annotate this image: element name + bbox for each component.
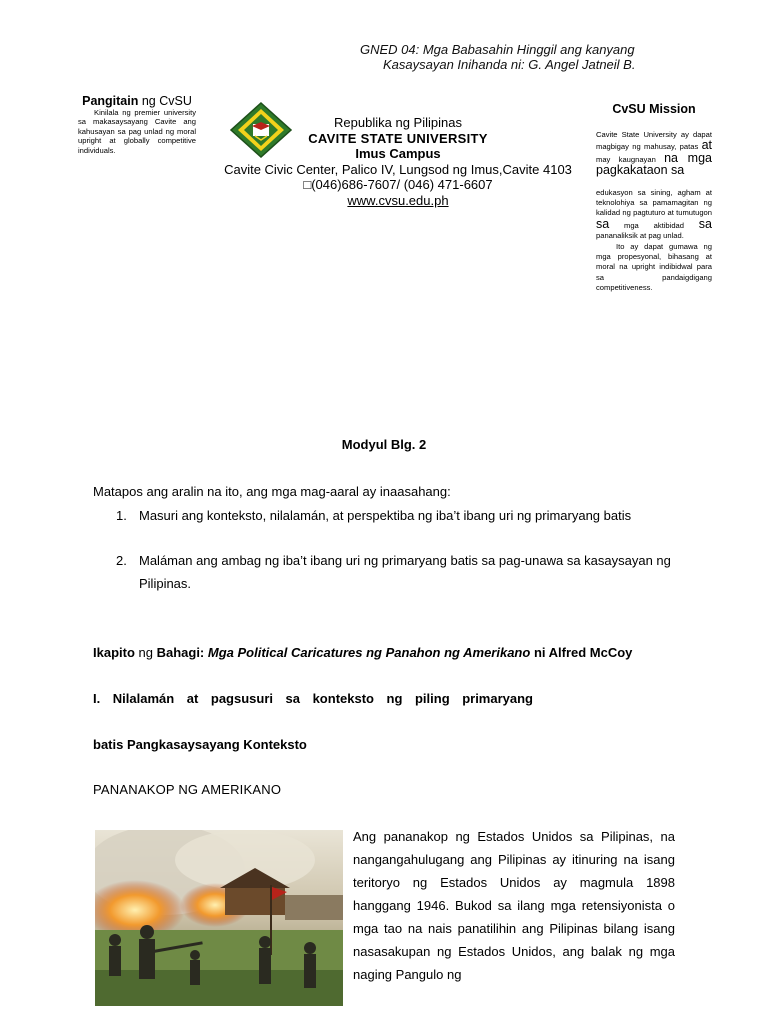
course-header-line2: Kasaysayan Inihanda ni: G. Angel Jatneil B. xyxy=(383,57,636,72)
objective-number: 1. xyxy=(116,508,127,523)
mission-p2-big-b: sa xyxy=(698,216,712,231)
mission-title: CvSU Mission xyxy=(612,102,696,116)
mission-p2-text-a: edukasyon sa sining, agham at teknolohiya sa pamamagitan ng kalidad ng pagtuturo at tumutugon xyxy=(596,187,712,218)
mission-paragraph-3: Ito ay dapat gumawa ng mga propesyonal, bihasang at moral na upright indibidwal para sa pandaigdigang competitiveness. xyxy=(596,241,712,293)
vision-title-bold: Pangitain xyxy=(82,94,139,108)
campus-name: Imus Campus xyxy=(355,146,441,161)
university-header xyxy=(218,115,578,208)
objective-item-1 xyxy=(116,504,686,527)
course-header xyxy=(360,42,670,72)
section-title xyxy=(93,645,632,660)
heading-historical-context: batis Pangkasaysayang Konteksto xyxy=(93,737,307,752)
mission-paragraph-2 xyxy=(596,188,712,242)
objectives-intro: Matapos ang aralin na ito, ang mga mag-aaral ay inaasahang: xyxy=(93,484,451,499)
vision-title xyxy=(78,95,196,108)
mission-p1-text-a: Cavite State University ay dapat magbigay ng mahusay, patas xyxy=(596,130,712,152)
module-title: Modyul Blg. 2 xyxy=(341,437,427,452)
objective-number: 2. xyxy=(116,553,127,568)
section-topic: Mga Political Caricatures ng Panahon ng Amerikano xyxy=(207,645,531,660)
mission-p1-big-b: na mga pagkakataon sa xyxy=(596,150,712,178)
mission-p1-big-a: at xyxy=(701,138,712,153)
vision-text: Kinilala ng premier university sa makasaysayang Cavite ang kahusayan sa pag unlad ng moral upright at globally competitive individuals. xyxy=(78,108,196,155)
republic-line: Republika ng Pilipinas xyxy=(334,115,462,130)
heading-content-analysis: I. Nilalamán at pagsusuri sa konteksto ng piling primaryang xyxy=(93,691,533,706)
war-scene-image xyxy=(95,830,343,1006)
section-part-number: Ikapito xyxy=(93,645,135,660)
objective-text: Masuri ang konteksto, nilalamán, at perspektiba ng iba’t ibang uri ng primaryang batis xyxy=(139,508,632,523)
mission-p1-text-b: may kaugnayan xyxy=(596,154,665,164)
university-phone: □(046)686-7607/ (046) 471-6607 xyxy=(303,177,493,192)
university-address: Cavite Civic Center, Palico IV, Lungsod ng Imus,Cavite 4103 xyxy=(224,161,572,177)
university-website-link[interactable]: www.cvsu.edu.ph xyxy=(347,192,449,208)
body-paragraph: Ang pananakop ng Estados Unidos sa Pilipinas, na nangangahulugang ang Pilipinas ay itinuring na isang teritoryo ng Estados Unidos ay magmula 1898 hanggang 1946. Bukod sa ilang mga retensiyonista o mga tao na nais panatilihin ang Pilipinas bilang isang nasasakupan ng Estados Unidos, ang balak ng mga naging Pangulo ng xyxy=(353,829,675,982)
vision-title-rest: ng CvSU xyxy=(138,94,192,108)
mission-p2-big-a: sa xyxy=(596,216,610,231)
objective-item-2 xyxy=(116,549,686,595)
vision-block xyxy=(78,95,196,155)
section-label: Bahagi: xyxy=(156,645,208,660)
heading-american-occupation: PANANAKOP NG AMERIKANO xyxy=(93,782,282,797)
mission-p2-text-c: pananaliksik at pag unlad. xyxy=(596,231,684,241)
mission-block xyxy=(596,102,712,294)
course-header-line1: GNED 04: Mga Babasahin Hinggil ang kanyang xyxy=(360,42,635,57)
section-author: ni Alfred McCoy xyxy=(530,645,633,660)
mission-p2-text-b: mga aktibidad xyxy=(609,220,699,230)
section-connector: ng xyxy=(134,645,157,660)
objective-text: Maláman ang ambag ng iba’t ibang uri ng primaryang batis sa pag-unawa sa kasaysayan ng Pilipinas. xyxy=(139,553,671,591)
mission-paragraph-1 xyxy=(596,130,712,178)
university-name: CAVITE STATE UNIVERSITY xyxy=(308,130,488,146)
